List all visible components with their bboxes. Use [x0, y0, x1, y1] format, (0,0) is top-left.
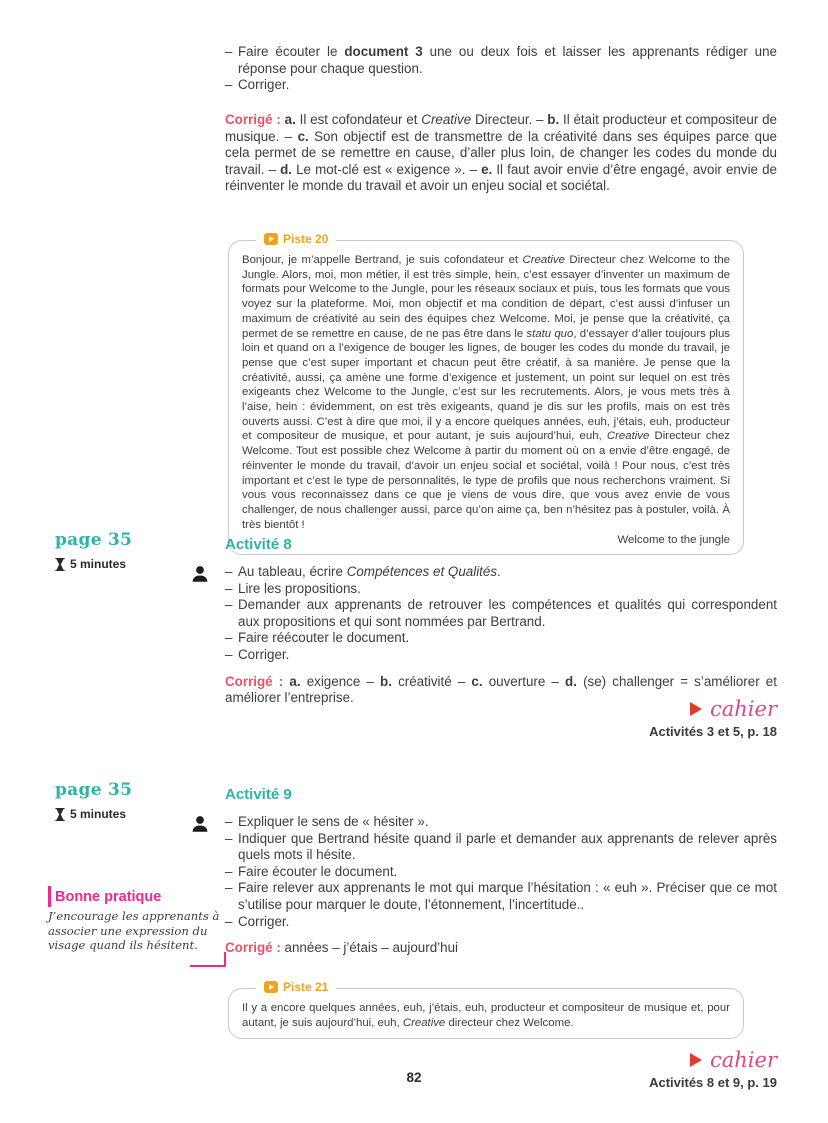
step-bullet	[225, 864, 777, 881]
cahier-label: cahier	[710, 1048, 777, 1072]
step-bullet	[225, 914, 777, 931]
step-bullet	[225, 630, 777, 647]
arrow-right-icon	[690, 702, 702, 716]
activity-steps	[225, 564, 777, 664]
person-icon	[191, 815, 209, 833]
step-bullet	[225, 647, 777, 664]
corrige-text: Corrigé : années – j’étais – aujourd’hui	[225, 940, 458, 956]
step-text: Lire les propositions.	[238, 580, 361, 596]
step-bullet	[225, 564, 777, 581]
bonne-pratique-text: J’encourage les apprenants à associer une expression du visage quand ils hésitent.	[48, 909, 220, 952]
step-text: Faire réécouter le document.	[238, 630, 410, 646]
sidebar-activite-8	[55, 530, 205, 571]
page-number: 82	[406, 1070, 422, 1085]
piste-label	[256, 232, 336, 246]
audio-transcript-box-piste-20	[228, 232, 744, 555]
instruction-text: Corriger.	[238, 77, 290, 93]
pink-corner-mark	[190, 952, 226, 967]
corrige-text: Corrigé : a. Il est cofondateur et Creative Directeur. – b. Il était producteur et compositeur de musique. – c. Son objectif est de transmettre de la créativité dans ses équipes parce que cela permet de se remettre en cause, d’aller plus loin, de changer les codes du monde du travail. – d. Le mot-clé est « exigence ». – e. Il faut avoir envie d’être engagé, avoir envie de réinventer le monde du travail et avoir un enjeu social et sociétal.	[225, 112, 777, 194]
step-text: Demander aux apprenants de retrouver les compétences et qualités qui correspondent aux propositions et qui sont nommées par Bertrand.	[238, 597, 777, 629]
duration	[55, 557, 205, 571]
piste-number: Piste 20	[283, 232, 329, 246]
play-icon	[264, 981, 278, 993]
cahier-line	[225, 697, 777, 721]
cahier-activities-ref: Activités 3 et 5, p. 18	[649, 724, 777, 739]
corrige-block-1	[225, 112, 777, 195]
instruction-text: Faire écouter le document 3 une ou deux fois et laisser les apprenants rédiger une réponse pour chaque question.	[238, 44, 777, 76]
cahier-label: cahier	[710, 697, 777, 721]
activity-title: Activité 9	[225, 786, 292, 803]
step-text: Corriger.	[238, 646, 290, 662]
bonne-pratique-box	[48, 888, 220, 953]
cahier-reference-1	[225, 697, 777, 739]
activity-steps	[225, 814, 777, 930]
transcript-source: Welcome to the jungle	[617, 534, 730, 547]
person-icon	[191, 565, 209, 583]
activity-title: Activité 8	[225, 536, 292, 553]
transcript-text: Il y a encore quelques années, euh, j’étais, euh, producteur et compositeur de musique et, pour autant, je suis aujourd’hui, euh, Creative directeur chez Welcome.	[242, 1002, 730, 1029]
bonne-pratique-title: Bonne pratique	[48, 889, 161, 905]
corrige-text: Corrigé : a. exigence – b. créativité – c. ouverture – d. (se) challenger = s’améliorer et améliorer l’entreprise.	[225, 673, 777, 706]
instruction-bullet	[225, 44, 777, 77]
section-activite-9	[225, 786, 777, 957]
audio-transcript-box-piste-21	[228, 980, 744, 1039]
step-bullet	[225, 597, 777, 630]
step-bullet	[225, 880, 777, 913]
step-bullet	[225, 581, 777, 598]
instruction-bullet	[225, 77, 777, 94]
cahier-activities-ref: Activités 8 et 9, p. 19	[649, 1075, 777, 1090]
duration	[55, 807, 205, 821]
step-bullet	[225, 814, 777, 831]
step-text: Faire écouter le document.	[238, 863, 398, 879]
section-activite-8	[225, 536, 777, 707]
piste-number: Piste 21	[283, 980, 329, 994]
student-book-page-ref: page 35	[55, 780, 133, 800]
duration-text: 5 minutes	[70, 557, 127, 571]
duration-text: 5 minutes	[70, 807, 127, 821]
intro-instructions	[225, 44, 777, 94]
step-bullet	[225, 831, 777, 864]
step-text: Au tableau, écrire Compétences et Qualités.	[238, 564, 501, 579]
step-text: Expliquer le sens de « hésiter ».	[238, 814, 429, 829]
step-text: Faire relever aux apprenants le mot qui marque l’hésitation : « euh ». Préciser que ce mot s’utilise pour marquer le doute, l’étonnement, l’incertitude..	[238, 880, 777, 912]
step-text: Corriger.	[238, 913, 290, 929]
hourglass-icon	[55, 808, 65, 821]
student-book-page-ref: page 35	[55, 530, 133, 550]
transcript-text: Bonjour, je m’appelle Bertrand, je suis cofondateur et Creative Directeur chez Welcome to the Jungle. Alors, moi, mon métier, il est très simple, hein, c’est essayer d’inventer un maximum de formats pour Welcome to the Jungle, pour les réseaux sociaux et puis, tous les formats que vous voyez sur la plateforme. Moi, mon objectif et ma condition de départ, c’est aussi d’infuser un maximum de créativité au sein des équipes chez Welcome. Moi, je pense que la créativité, ça permet de se remettre en cause, de ne pas être dans le statu quo, d’essayer d’aller toujours plus loin et quand on a l’exigence de bouger les lignes, de bouger les codes du monde du travail, je pense que c’est super important et chacun peut être créatif, à sa manière. Je pense que la créativité, aussi, ça amène une forme d’exigence et justement, un point sur lequel on est très exigeants chez Welcome to the Jungle, c’est sur les recrutements. Alors, je vous mets très à l’aise, hein : évidemment, on est très exigeants, quand je dis sur les profils, mais on est très ouverts aussi. C’est à dire que moi, il y a encore quelques années, euh, j’étais, euh, producteur et compositeur de musique, et pour autant, je suis aujourd’hui, euh, Creative Directeur chez Welcome. Tout est possible chez Welcome à partir du moment où on a envie d’être engagé, de réinventer le monde du travail, d’avoir un enjeu social et sociétal, voilà ! Pour nous, c’est très important et c’est le type de personnalités, le type de profils que nous recherchons vraiment. Si vous vous reconnaissez dans ce que je viens de vous dire, que vous avez envie de vous challenger, de nous challenger aussi, parce qu’on aime ça, ben n’hésitez pas à postuler, voilà. À très bientôt !	[242, 254, 730, 531]
play-icon	[264, 233, 278, 245]
step-text: Indiquer que Bertrand hésite quand il parle et demander aux apprenants de relever après quels mots il hésite.	[238, 830, 777, 863]
cahier-line	[225, 1048, 777, 1072]
hourglass-icon	[55, 558, 65, 571]
arrow-right-icon	[690, 1053, 702, 1067]
piste-label	[256, 980, 336, 994]
sidebar-activite-9	[55, 780, 205, 821]
